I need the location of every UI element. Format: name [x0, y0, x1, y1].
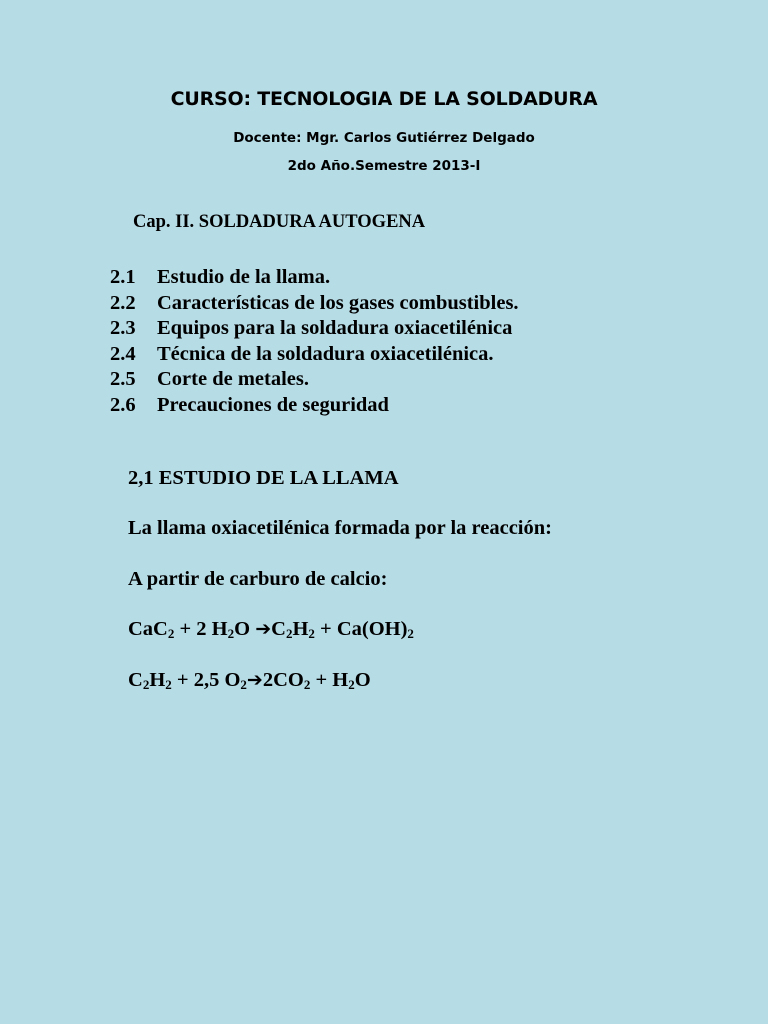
eq2-plus: + 2,5 — [171, 669, 225, 691]
table-of-contents — [110, 265, 519, 418]
toc-number: 2.5 — [110, 368, 136, 390]
toc-text: Precauciones de seguridad — [157, 393, 389, 416]
eq1-reactant-2: H — [211, 618, 228, 640]
toc-item — [110, 291, 519, 317]
eq2-reactant-1-mid: H — [149, 669, 166, 691]
eq2-product-2: + H — [310, 669, 349, 691]
instructor-line: Docente: Mgr. Carlos Gutiérrez Delgado — [233, 130, 535, 146]
arrow-right-icon: ➔ — [255, 618, 272, 640]
eq2-product-1: 2CO — [262, 669, 304, 691]
toc-number: 2.6 — [110, 393, 136, 416]
toc-number: 2.4 — [110, 342, 136, 365]
subscript: 2 — [308, 626, 315, 641]
subscript: 2 — [303, 677, 311, 692]
eq1-product-1: C — [271, 618, 286, 640]
toc-item — [110, 265, 519, 291]
toc-number: 2.1 — [110, 266, 136, 288]
subscript: 2 — [167, 626, 175, 641]
toc-text: Equipos para la soldadura oxiacetilénica — [157, 317, 513, 339]
paragraph-reaction: La llama oxiacetilénica formada por la reacción: — [128, 517, 552, 539]
subscript: 2 — [348, 677, 355, 692]
toc-item — [110, 342, 519, 368]
course-title: CURSO: TECNOLOGIA DE LA SOLDADURA — [170, 88, 598, 110]
toc-item — [110, 316, 519, 342]
eq1-reactant-2-tail: O — [234, 618, 256, 640]
arrow-right-icon: ➔ — [246, 669, 263, 691]
subscript: 2 — [285, 626, 293, 641]
subscript: 2 — [407, 626, 414, 641]
subscript: 2 — [165, 677, 172, 692]
equation-2 — [128, 669, 371, 692]
eq1-reactant-1: CaC — [128, 618, 168, 640]
eq2-product-2-tail: O — [354, 669, 371, 691]
eq1-product-1-mid: H — [292, 618, 309, 640]
eq2-reactant-2: O — [224, 669, 241, 691]
semester-line: 2do Año.Semestre 2013-I — [287, 158, 481, 174]
toc-text: Características de los gases combustibles. — [157, 291, 519, 314]
toc-number: 2.2 — [110, 291, 136, 314]
eq2-reactant-1: C — [128, 669, 143, 691]
eq1-product-2: + Ca(OH) — [314, 618, 408, 640]
toc-item — [110, 393, 519, 419]
chapter-heading: Cap. II. SOLDADURA AUTOGENA — [133, 212, 426, 232]
toc-text: Corte de metales. — [157, 368, 309, 390]
toc-number: 2.3 — [110, 317, 136, 339]
toc-item — [110, 367, 519, 393]
subscript: 2 — [240, 677, 247, 692]
section-heading: 2,1 ESTUDIO DE LA LLAMA — [128, 467, 399, 489]
toc-text: Técnica de la soldadura oxiacetilénica. — [157, 342, 494, 365]
toc-text: Estudio de la llama. — [157, 266, 331, 288]
equation-1 — [128, 618, 414, 641]
subscript: 2 — [227, 626, 235, 641]
subscript: 2 — [142, 677, 150, 692]
eq1-plus: + 2 — [174, 618, 212, 640]
paragraph-calcium-carbide: A partir de carburo de calcio: — [128, 568, 388, 590]
